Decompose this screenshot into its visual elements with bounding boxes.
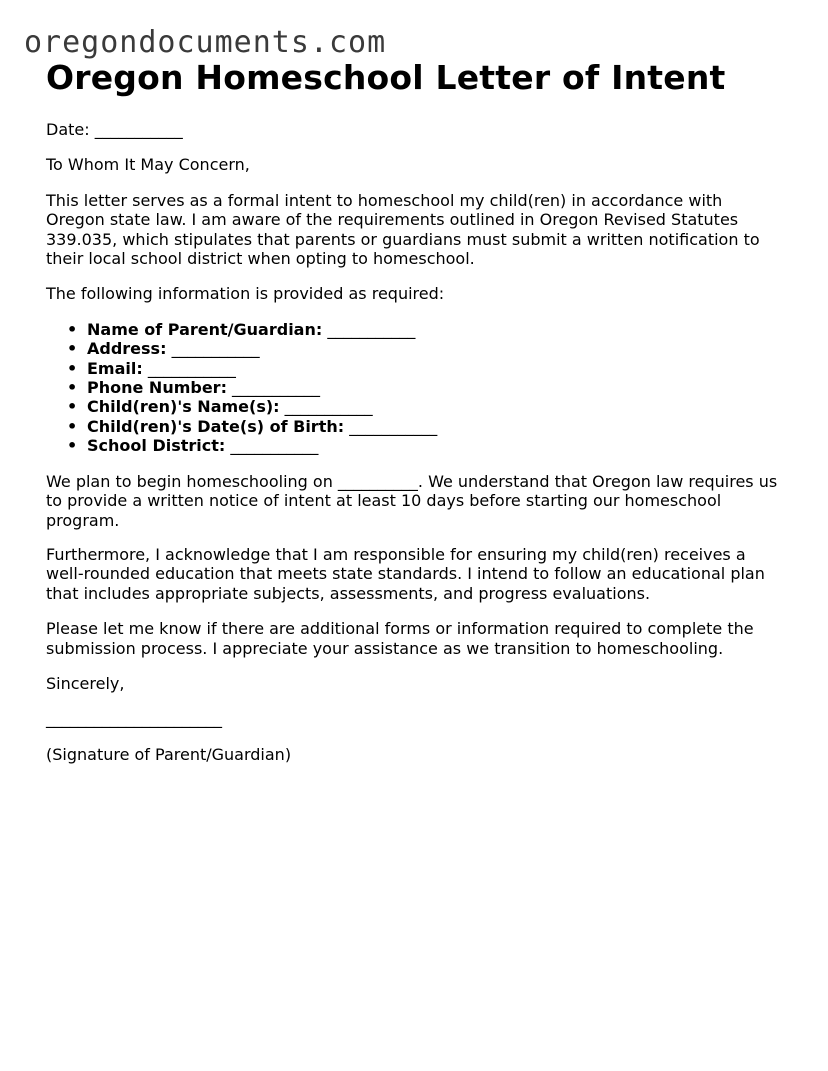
field-school-district: [67, 436, 786, 456]
start-date-paragraph: We plan to begin homeschooling on __________. We understand that Oregon law requires us to provide a written notice of intent at least 10 days before starting our homeschool program.: [46, 471, 778, 530]
field-label: Address:: [87, 339, 167, 359]
letter-document: [46, 58, 786, 764]
bullet-icon: •: [67, 397, 78, 417]
bullet-icon: •: [67, 339, 78, 359]
field-label: School District:: [87, 436, 226, 456]
site-watermark: oregondocuments.com: [24, 25, 387, 60]
field-address: [67, 339, 786, 359]
signature-caption: (Signature of Parent/Guardian): [46, 744, 292, 764]
field-phone: [67, 378, 786, 398]
field-label: Child(ren)'s Date(s) of Birth:: [87, 416, 345, 436]
field-blank: ___________: [166, 339, 260, 359]
request-paragraph: Please let me know if there are additional forms or information required to complete the submission process. I appreciate your assistance as we transition to homeschooling.: [46, 619, 754, 658]
field-label: Child(ren)'s Name(s):: [87, 397, 280, 417]
field-children-names: [67, 397, 786, 417]
field-children-birthdates: [67, 416, 786, 436]
document-title: Oregon Homeschool Letter of Intent: [46, 58, 726, 97]
field-blank: ___________: [344, 416, 438, 436]
salutation: To Whom It May Concern,: [46, 155, 250, 175]
bullet-icon: •: [67, 378, 78, 398]
field-label: Email:: [87, 358, 143, 378]
bullet-icon: •: [67, 436, 78, 456]
signature-line: ______________________: [46, 709, 222, 729]
field-blank: ___________: [142, 358, 236, 378]
bullet-icon: •: [67, 319, 78, 339]
field-blank: ___________: [225, 436, 319, 456]
education-paragraph: Furthermore, I acknowledge that I am responsible for ensuring my child(ren) receives a well-rounded education that meets state standards. I intend to follow an educational plan that includes appropriate subjects, assessments, and progress evaluations.: [46, 544, 765, 603]
field-label: Phone Number:: [87, 378, 227, 398]
intent-paragraph: This letter serves as a formal intent to homeschool my child(ren) in accordance with Oregon state law. I am aware of the requirements outlined in Oregon Revised Statutes 339.035, which stipulates that parents or guardians must submit a written notification to their local school district when opting to homeschool.: [46, 190, 760, 269]
info-intro: The following information is provided as required:: [46, 284, 445, 304]
info-field-list: [46, 320, 786, 456]
field-parent-name: [67, 319, 786, 339]
bullet-icon: •: [67, 416, 78, 436]
field-blank: ___________: [279, 397, 373, 417]
field-label: Name of Parent/Guardian:: [87, 319, 323, 339]
closing: Sincerely,: [46, 673, 125, 693]
field-email: [67, 358, 786, 378]
bullet-icon: •: [67, 358, 78, 378]
field-blank: ___________: [226, 378, 321, 398]
field-blank: ___________: [322, 319, 416, 339]
date-line: Date: ___________: [46, 120, 183, 139]
